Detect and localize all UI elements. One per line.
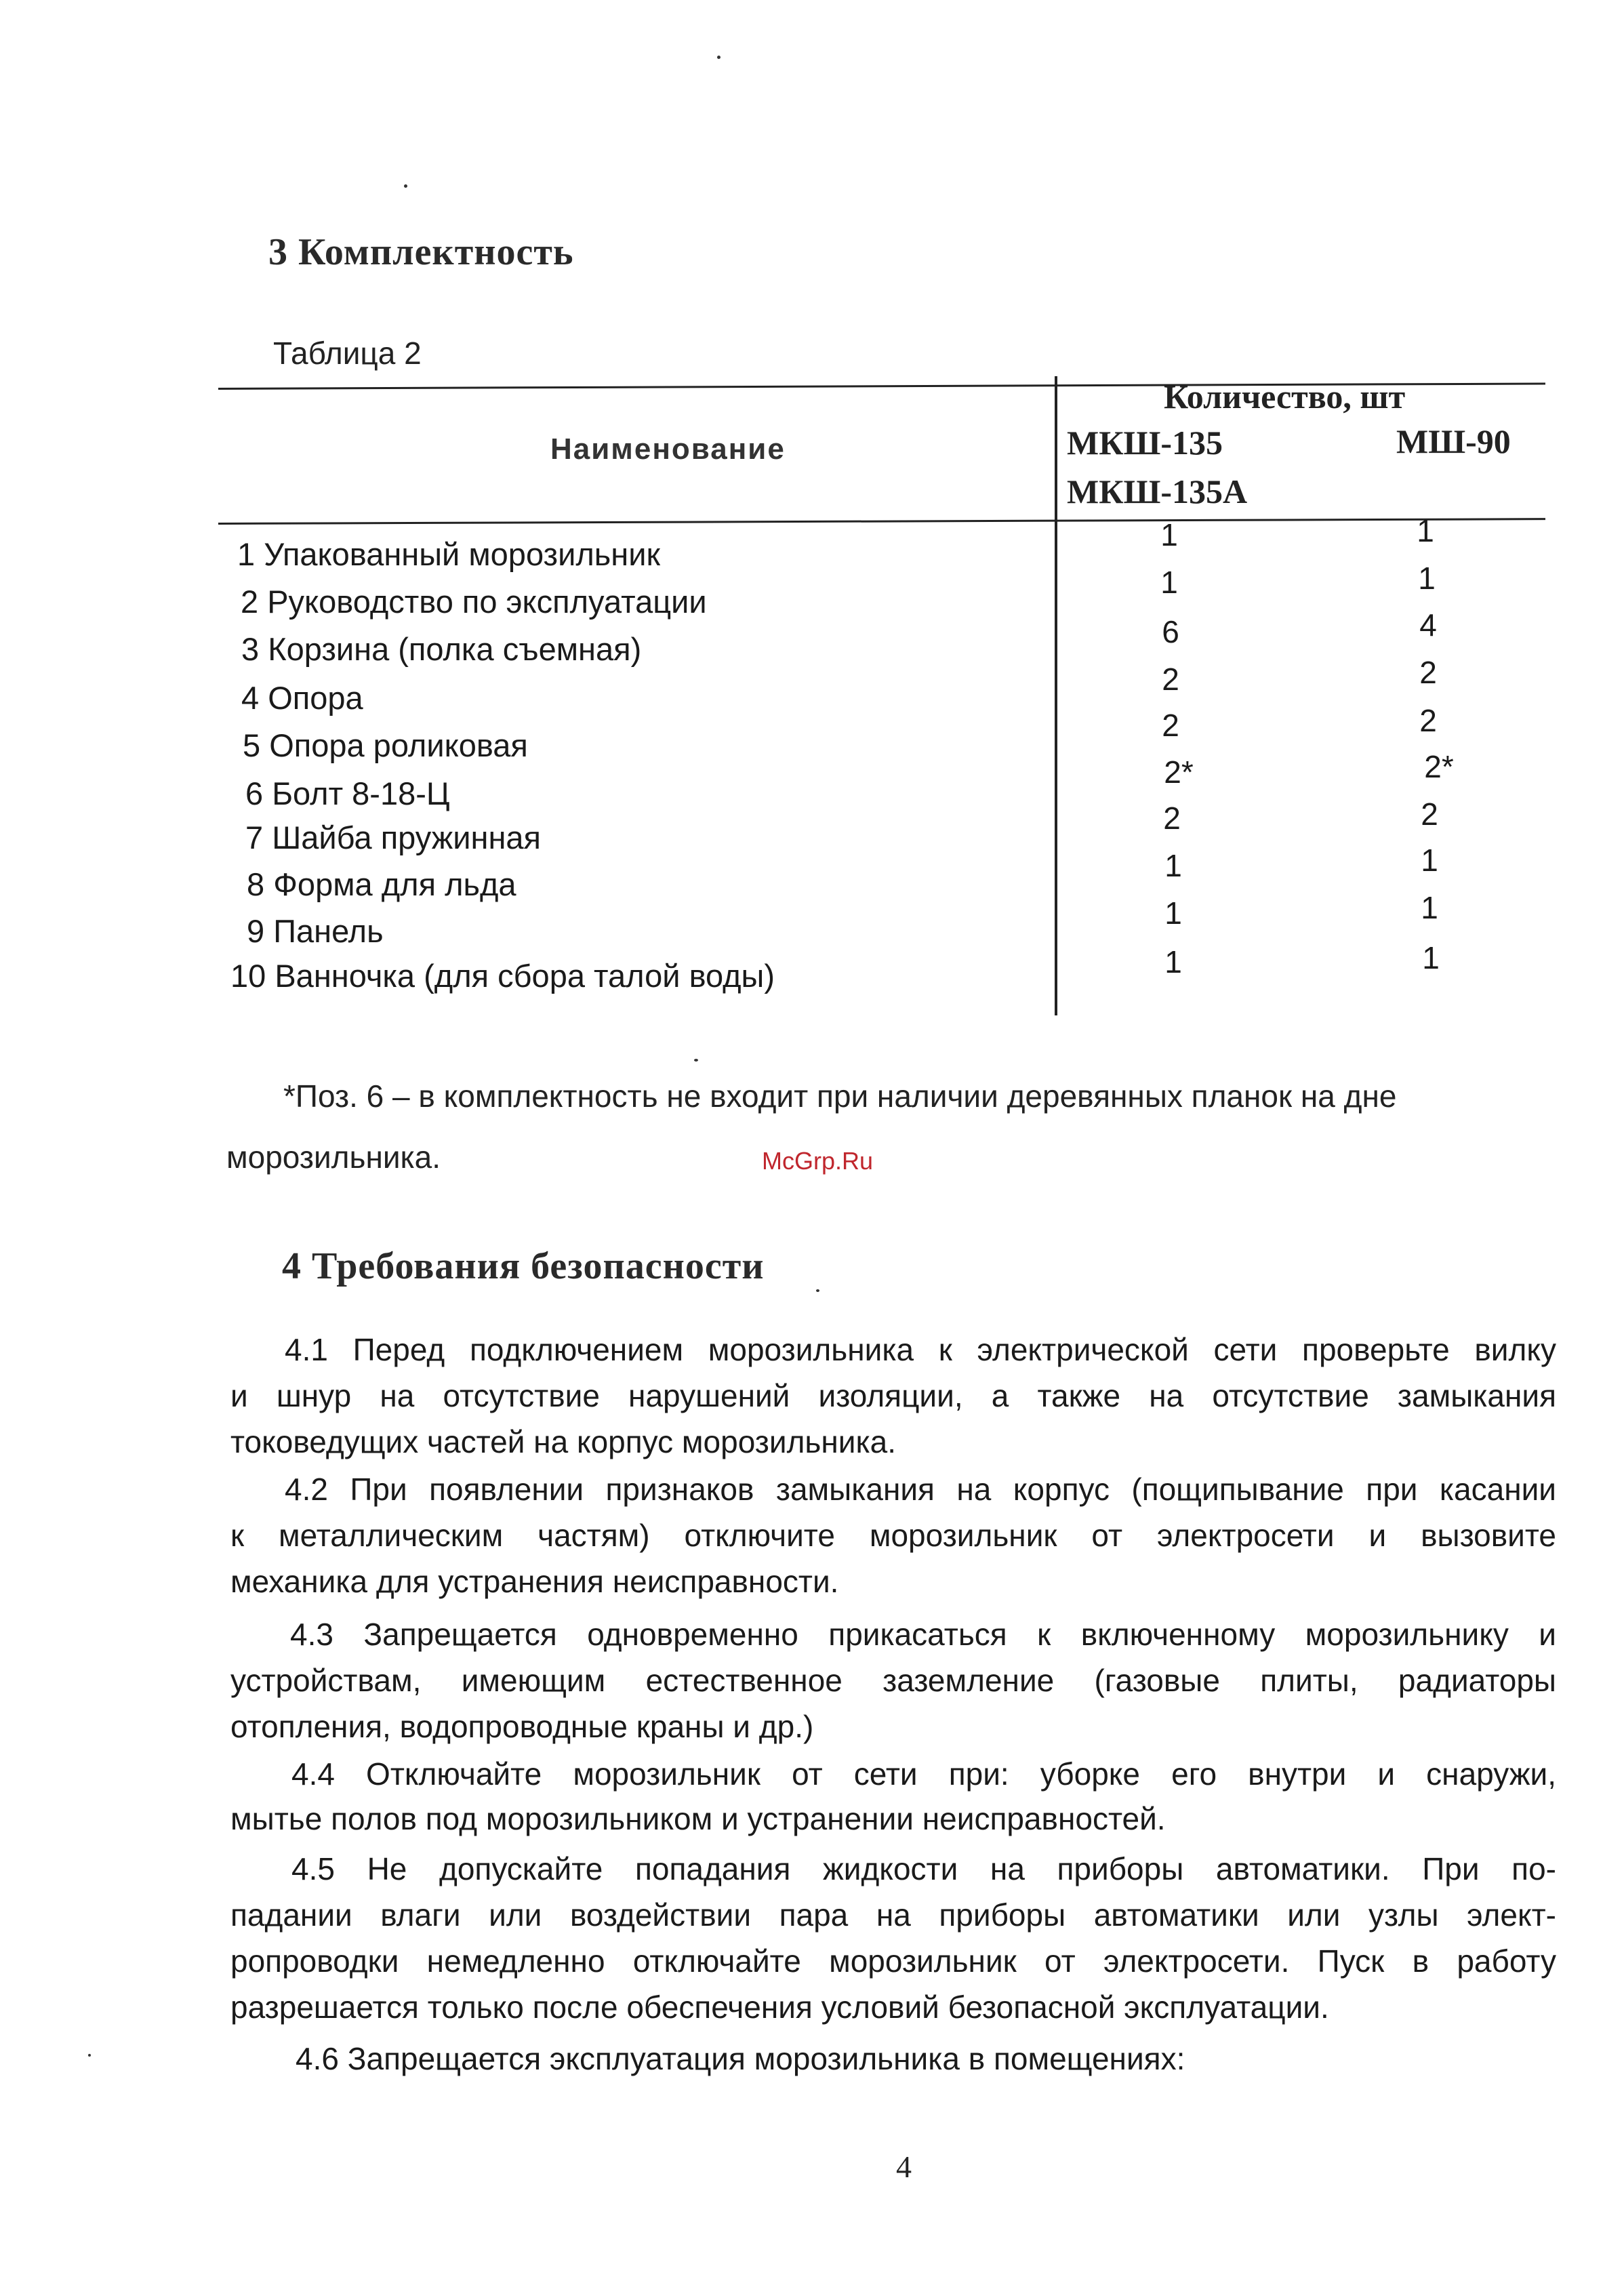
table-cell-qty-b: 1 bbox=[1421, 890, 1438, 925]
table-row-name: 10 Ванночка (для сбора талой воды) bbox=[230, 958, 775, 994]
table-row-name: 8 Форма для льда bbox=[247, 866, 516, 902]
paragraph-4-1-line: токоведущих частей на корпус морозильника. bbox=[230, 1424, 896, 1459]
table-cell-qty-a: 1 bbox=[1160, 517, 1178, 552]
paragraph-4-4-line: мытье полов под морозильником и устранении неисправностей. bbox=[230, 1801, 1166, 1836]
paragraph-4-4-line: 4.4 Отключайте морозильник от сети при: уборке его внутри и снаружи, bbox=[291, 1756, 1556, 1792]
section-4-title: 4 Требования безопасности bbox=[282, 1245, 765, 1287]
table-cell-qty-a: 1 bbox=[1164, 944, 1182, 979]
page-number: 4 bbox=[896, 2149, 912, 2184]
table-cell-qty-b: 1 bbox=[1418, 561, 1436, 596]
header-model-msh-90: МШ-90 bbox=[1396, 422, 1511, 460]
paragraph-4-3-line: отопления, водопроводные краны и др.) bbox=[230, 1709, 814, 1744]
table-cell-qty-b: 1 bbox=[1421, 843, 1438, 878]
scan-speck bbox=[717, 56, 720, 59]
table-cell-qty-b: 2 bbox=[1419, 703, 1437, 738]
paragraph-4-1-line: и шнур на отсутствие нарушений изоляции, а также на отсутствие замыкания bbox=[230, 1378, 1556, 1413]
table-header-rule bbox=[218, 518, 1545, 525]
scan-speck bbox=[816, 1289, 819, 1292]
paragraph-4-6-line: 4.6 Запрещается эксплуатация морозильника в помещениях: bbox=[296, 2041, 1185, 2076]
paragraph-4-5-line: ропроводки немедленно отключайте морозильник от электросети. Пуск в работу bbox=[230, 1943, 1556, 1979]
table-cell-qty-a: 2 bbox=[1163, 801, 1181, 836]
scan-speck bbox=[88, 2054, 91, 2057]
table-row-name: 1 Упакованный морозильник bbox=[237, 536, 661, 572]
paragraph-4-5-line: 4.5 Не допускайте попадания жидкости на приборы автоматики. При по- bbox=[291, 1851, 1556, 1886]
paragraph-4-1-line: 4.1 Перед подключением морозильника к электрической сети проверьте вилку bbox=[285, 1332, 1556, 1367]
table-row-name: 3 Корзина (полка съемная) bbox=[241, 631, 642, 667]
table-cell-qty-b: 2* bbox=[1424, 749, 1454, 784]
table-cell-qty-a: 1 bbox=[1160, 565, 1178, 600]
table-row-name: 2 Руководство по эксплуатации bbox=[241, 584, 707, 620]
table-cell-qty-b: 1 bbox=[1422, 940, 1440, 975]
table-row-name: 9 Панель bbox=[247, 913, 384, 949]
table-column-divider bbox=[1055, 376, 1057, 1015]
header-model-mksh-135a: МКШ-135А bbox=[1067, 472, 1248, 510]
scan-speck bbox=[404, 184, 407, 188]
table-cell-qty-b: 2 bbox=[1419, 655, 1437, 690]
table-row-name: 7 Шайба пружинная bbox=[245, 820, 541, 855]
table-cell-qty-b: 4 bbox=[1419, 607, 1437, 643]
table-cell-qty-a: 2 bbox=[1162, 708, 1179, 743]
table-cell-qty-a: 2* bbox=[1164, 754, 1194, 790]
header-model-mksh-135: МКШ-135 bbox=[1067, 424, 1223, 462]
table-cell-qty-a: 2 bbox=[1162, 662, 1179, 697]
paragraph-4-2-line: к металлическим частям) отключите морозильник от электросети и вызовите bbox=[230, 1518, 1556, 1553]
header-name-column: Наименование bbox=[550, 432, 786, 466]
header-quantity-column: Количество, шт bbox=[1164, 378, 1406, 416]
watermark: McGrp.Ru bbox=[762, 1147, 874, 1175]
table-cell-qty-a: 1 bbox=[1164, 895, 1182, 931]
table-cell-qty-a: 6 bbox=[1162, 614, 1179, 649]
table-cell-qty-b: 1 bbox=[1417, 513, 1434, 548]
paragraph-4-2-line: 4.2 При появлении признаков замыкания на корпус (пощипывание при касании bbox=[285, 1472, 1556, 1507]
scan-speck bbox=[694, 1059, 698, 1062]
paragraph-4-5-line: падании влаги или воздействии пара на приборы автоматики или узлы элект- bbox=[230, 1897, 1556, 1933]
table-footnote-line-2: морозильника. bbox=[226, 1139, 441, 1175]
section-3-title: 3 Комплектность bbox=[268, 231, 574, 273]
table-cell-qty-b: 2 bbox=[1421, 796, 1438, 832]
table-footnote-line-1: *Поз. 6 – в комплектность не входит при наличии деревянных планок на дне bbox=[283, 1078, 1397, 1114]
paragraph-4-5-line: разрешается только после обеспечения условий безопасной эксплуатации. bbox=[230, 1989, 1329, 2025]
table-row-name: 6 Болт 8-18-Ц bbox=[245, 775, 450, 811]
table-label: Таблица 2 bbox=[273, 336, 422, 371]
table-row-name: 4 Опора bbox=[241, 680, 363, 716]
table-cell-qty-a: 1 bbox=[1164, 848, 1182, 883]
table-row-name: 5 Опора роликовая bbox=[243, 727, 528, 763]
paragraph-4-3-line: устройствам, имеющим естественное заземление (газовые плиты, радиаторы bbox=[230, 1663, 1556, 1698]
paragraph-4-2-line: механика для устранения неисправности. bbox=[230, 1564, 839, 1599]
paragraph-4-3-line: 4.3 Запрещается одновременно прикасаться к включенному морозильнику и bbox=[290, 1617, 1556, 1652]
